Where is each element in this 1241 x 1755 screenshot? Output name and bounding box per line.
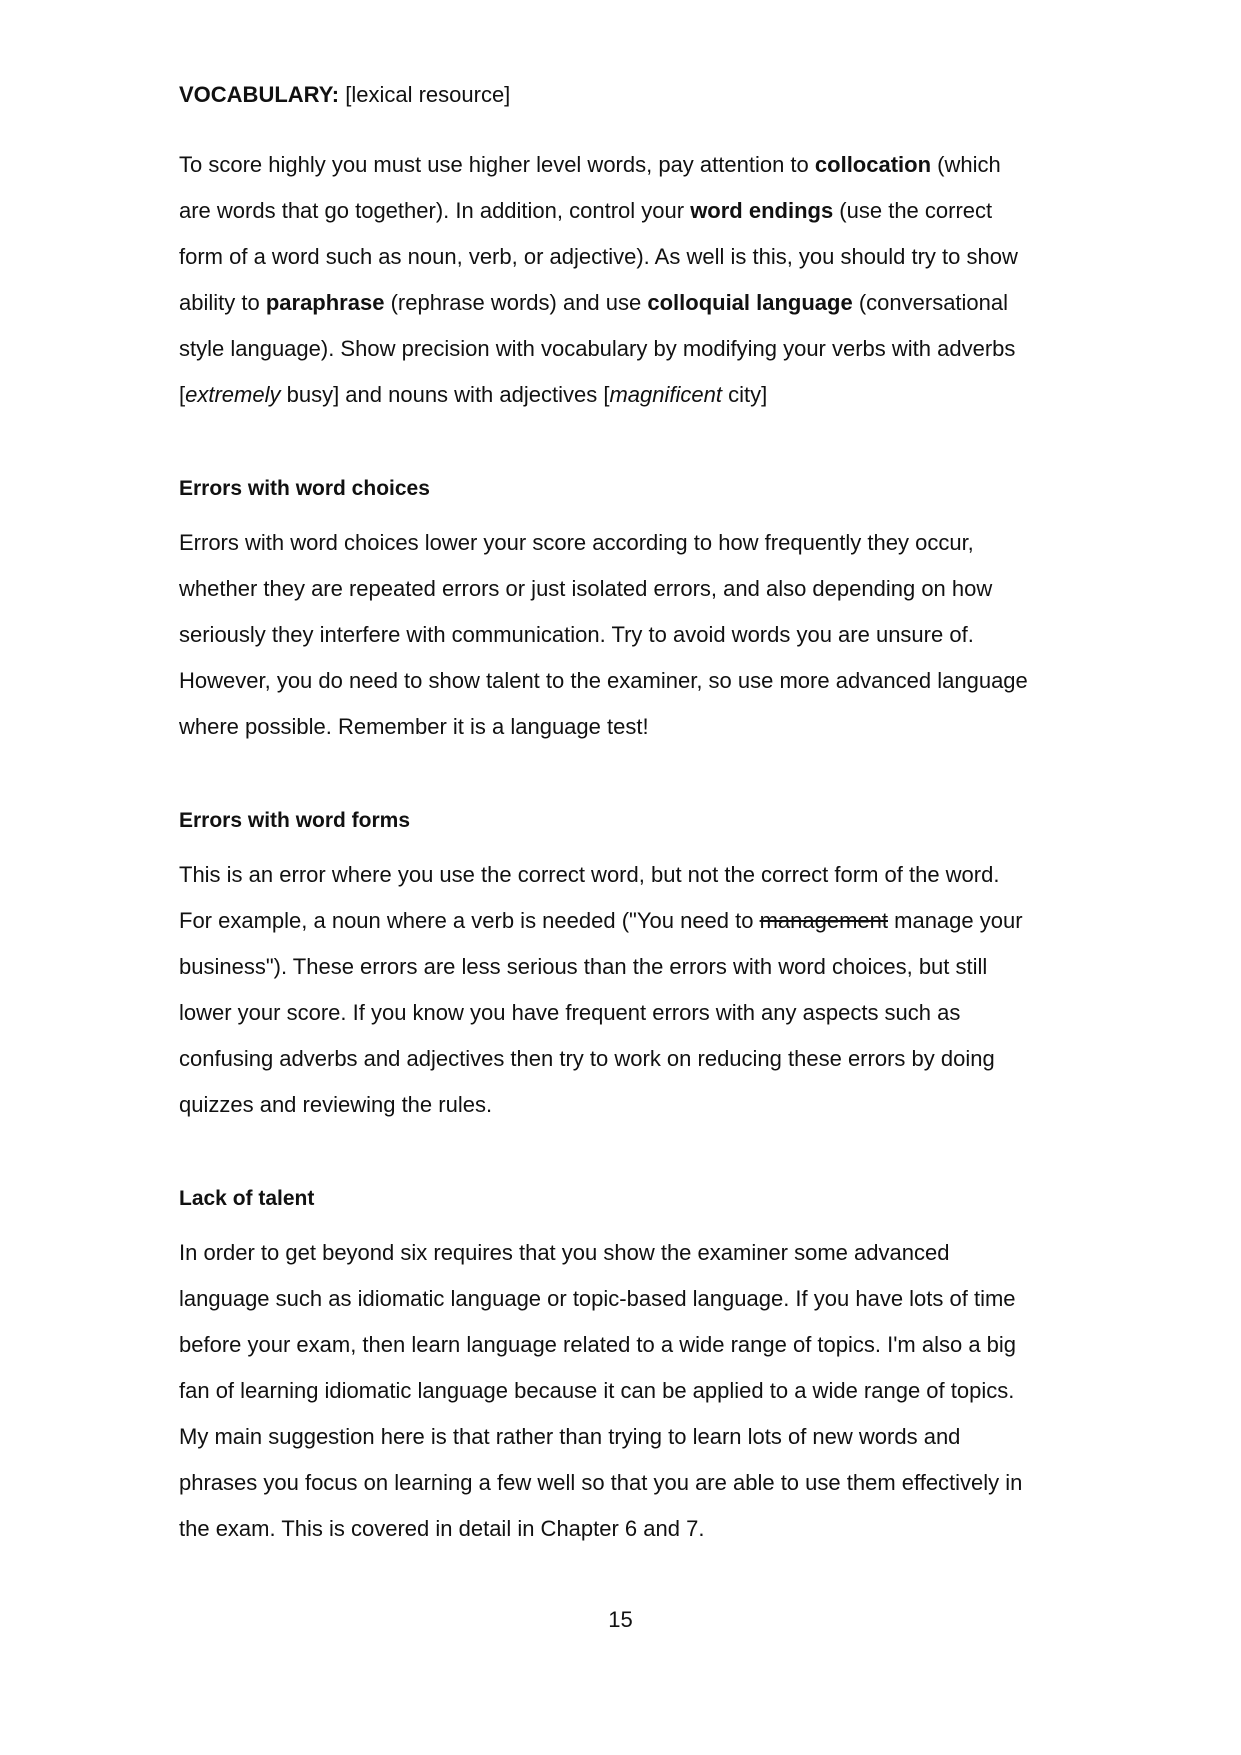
paragraph-line: where possible. Remember it is a language test! xyxy=(179,714,649,739)
text-run: (use the correct xyxy=(833,198,993,223)
heading-word-choices: Errors with word choices xyxy=(179,477,430,500)
text-run: [ xyxy=(179,382,186,407)
paragraph-line xyxy=(179,372,1079,418)
document-page xyxy=(179,72,1079,1552)
intro-paragraph xyxy=(179,142,1079,418)
text-run: city] xyxy=(721,382,768,407)
heading-lack-of-talent: Lack of talent xyxy=(179,1187,315,1210)
paragraph-line: lower your score. If you know you have frequent errors with any aspects such as xyxy=(179,1000,961,1025)
paragraph-line: seriously they interfere with communication. Try to avoid words you are unsure of. xyxy=(179,622,974,647)
paragraph-line: business"). These errors are less serious than the errors with word choices, but still xyxy=(179,954,988,979)
heading-word-forms: Errors with word forms xyxy=(179,809,411,832)
bold-term: word endings xyxy=(690,198,834,223)
text-run: ability to xyxy=(179,290,266,315)
paragraph-line: However, you do need to show talent to the examiner, so use more advanced language xyxy=(179,668,1028,693)
paragraph-line: quizzes and reviewing the rules. xyxy=(179,1092,493,1117)
page-number: 15 xyxy=(608,1607,633,1632)
paragraph-line xyxy=(179,188,1079,234)
word-choices-paragraph xyxy=(179,520,1079,750)
bold-term: collocation xyxy=(814,152,932,177)
paragraph-line xyxy=(179,142,1079,188)
paragraph-line: confusing adverbs and adjectives then try to work on reducing these errors by doing xyxy=(179,1046,995,1071)
italic-term: extremely xyxy=(185,382,281,407)
text-run: To score highly you must use higher level words, pay attention to xyxy=(179,152,815,177)
paragraph-line: whether they are repeated errors or just isolated errors, and also depending on how xyxy=(179,576,993,601)
lack-of-talent-paragraph xyxy=(179,1230,1079,1552)
paragraph-line: Errors with word choices lower your score according to how frequently they occur, xyxy=(179,530,974,555)
text-run: manage your xyxy=(888,908,1023,933)
text-run: are words that go together). In addition, control your xyxy=(179,198,691,223)
title-label: VOCABULARY: xyxy=(179,82,340,107)
section-title xyxy=(179,72,1079,118)
strikethrough-word: management xyxy=(759,908,889,933)
paragraph-line: style language). Show precision with vocabulary by modifying your verbs with adverbs xyxy=(179,336,1016,361)
paragraph-line: language such as idiomatic language or topic-based language. If you have lots of time xyxy=(179,1286,1016,1311)
italic-term: magnificent xyxy=(609,382,722,407)
paragraph-line: fan of learning idiomatic language because it can be applied to a wide range of topics. xyxy=(179,1378,1015,1403)
paragraph-line: In order to get beyond six requires that you show the examiner some advanced xyxy=(179,1240,950,1265)
paragraph-line: This is an error where you use the correct word, but not the correct form of the word. xyxy=(179,862,1000,887)
text-run: busy] and nouns with adjectives [ xyxy=(280,382,610,407)
text-run: (conversational xyxy=(852,290,1009,315)
paragraph-line xyxy=(179,898,1079,944)
text-run: For example, a noun where a verb is needed ("You need to xyxy=(179,908,760,933)
bold-term: colloquial language xyxy=(647,290,853,315)
paragraph-line: the exam. This is covered in detail in Chapter 6 and 7. xyxy=(179,1516,705,1541)
bold-term: paraphrase xyxy=(265,290,385,315)
text-run: (rephrase words) and use xyxy=(384,290,648,315)
text-run: (which xyxy=(931,152,1001,177)
paragraph-line: form of a word such as noun, verb, or adjective). As well is this, you should try to show xyxy=(179,244,1018,269)
word-forms-paragraph xyxy=(179,852,1079,1128)
paragraph-line xyxy=(179,280,1079,326)
paragraph-line: before your exam, then learn language related to a wide range of topics. I'm also a big xyxy=(179,1332,1017,1357)
title-note: [lexical resource] xyxy=(345,82,511,107)
paragraph-line: phrases you focus on learning a few well so that you are able to use them effectively in xyxy=(179,1470,1023,1495)
paragraph-line: My main suggestion here is that rather than trying to learn lots of new words and xyxy=(179,1424,961,1449)
